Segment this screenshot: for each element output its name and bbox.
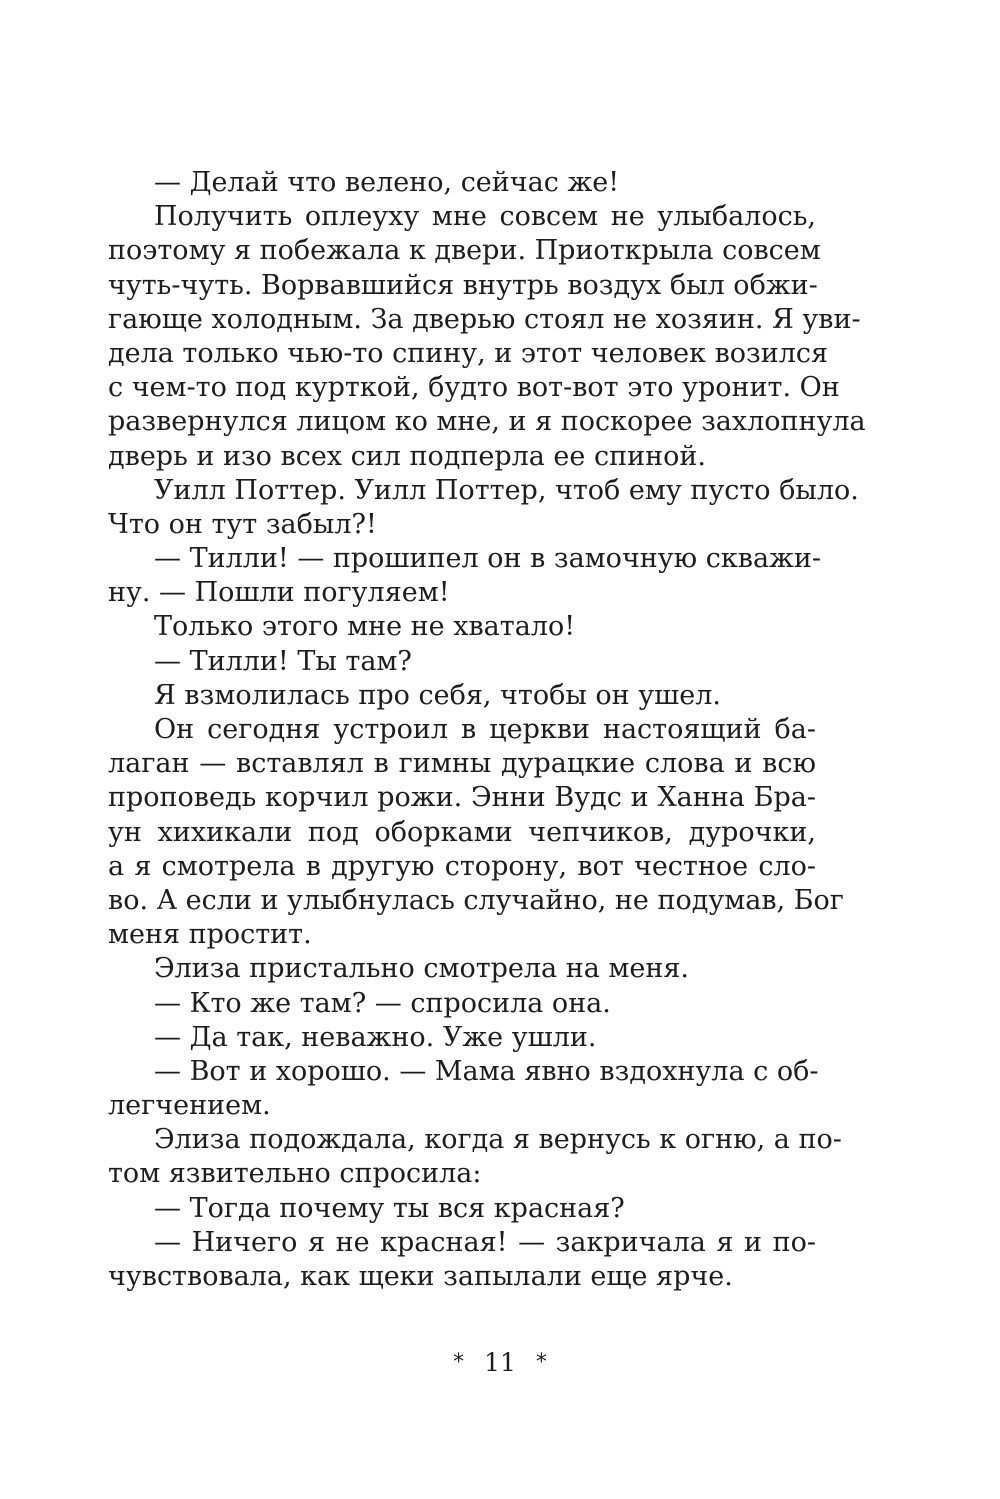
- text-line: — Кто же там? — спросила она.: [154, 987, 611, 1019]
- text-line: чувствовала, как щеки запылали еще ярче.: [108, 1261, 733, 1292]
- text-line: проповедь корчил рожи. Энни Вудс и Ханна Бра-: [108, 782, 816, 814]
- text-line: Он сегодня устроил в церкви настоящий ба-: [154, 714, 816, 745]
- text-line: с чем-то под курткой, будто вот-вот это уронит. Он: [108, 372, 840, 404]
- text-line: а я смотрела в другую сторону, вот честное сло-: [108, 850, 816, 882]
- text-line: дела только чью-то спину, и этот человек возился: [108, 337, 829, 369]
- text-line: — Вот и хорошо. — Мама явно вздохнула с об-: [154, 1055, 819, 1087]
- text-line: Получить оплеуху мне совсем не улыбалось,: [154, 201, 816, 233]
- page-number-value: 11: [484, 1348, 516, 1377]
- text-line: — Тогда почему ты вся красная?: [154, 1192, 625, 1224]
- text-line: ун хихикали под оборками чепчиков, дурочки,: [108, 816, 816, 848]
- text-line: поэтому я побежала к двери. Приоткрыла совсем: [108, 235, 821, 267]
- text-line: Элиза пристально смотрела на меня.: [154, 953, 690, 985]
- text-line: чуть-чуть. Ворвавшийся внутрь воздух был обжи-: [108, 269, 818, 301]
- page-number: [0, 1348, 1000, 1377]
- text-line: легчением.: [108, 1090, 271, 1122]
- text-line: Элиза подождала, когда я вернусь к огню, а по-: [154, 1124, 842, 1156]
- text-line: гающе холодным. За дверью стоял не хозяин. Я уви-: [108, 303, 861, 335]
- text-line: — Тилли! Ты там?: [154, 645, 412, 677]
- text-line: Только этого мне не хватало!: [154, 611, 576, 643]
- text-line: — Делай что велено, сейчас же!: [154, 167, 620, 198]
- text-line: Что он тут забыл?!: [108, 508, 377, 540]
- text-line: меня простит.: [108, 919, 312, 951]
- text-line: дверь и изо всех сил подперла ее спиной.: [108, 440, 706, 472]
- text-line: Я взмолилась про себя, чтобы он ушел.: [154, 679, 721, 711]
- text-line: — Ничего я не красная! — закричала я и по-: [154, 1226, 816, 1258]
- text-line: во. А если и улыбнулась случайно, не подумав, Бог: [108, 884, 844, 916]
- body-text: [108, 166, 866, 1294]
- text-line: Уилл Поттер. Уилл Поттер, чтоб ему пусто было.: [154, 474, 859, 506]
- text-line: том язвительно спросила:: [108, 1158, 482, 1190]
- text-line: — Тилли! — прошипел он в замочную скважи-: [154, 543, 822, 575]
- star-ornament-icon: *: [453, 1350, 465, 1375]
- text-line: ну. — Пошли погуляем!: [108, 577, 450, 609]
- text-line: развернулся лицом ко мне, и я поскорее захлопнула: [108, 406, 866, 438]
- star-ornament-icon: *: [535, 1350, 547, 1375]
- text-line: — Да так, неважно. Уже ушли.: [154, 1021, 597, 1053]
- text-line: лаган — вставлял в гимны дурацкие слова и всю: [108, 748, 816, 780]
